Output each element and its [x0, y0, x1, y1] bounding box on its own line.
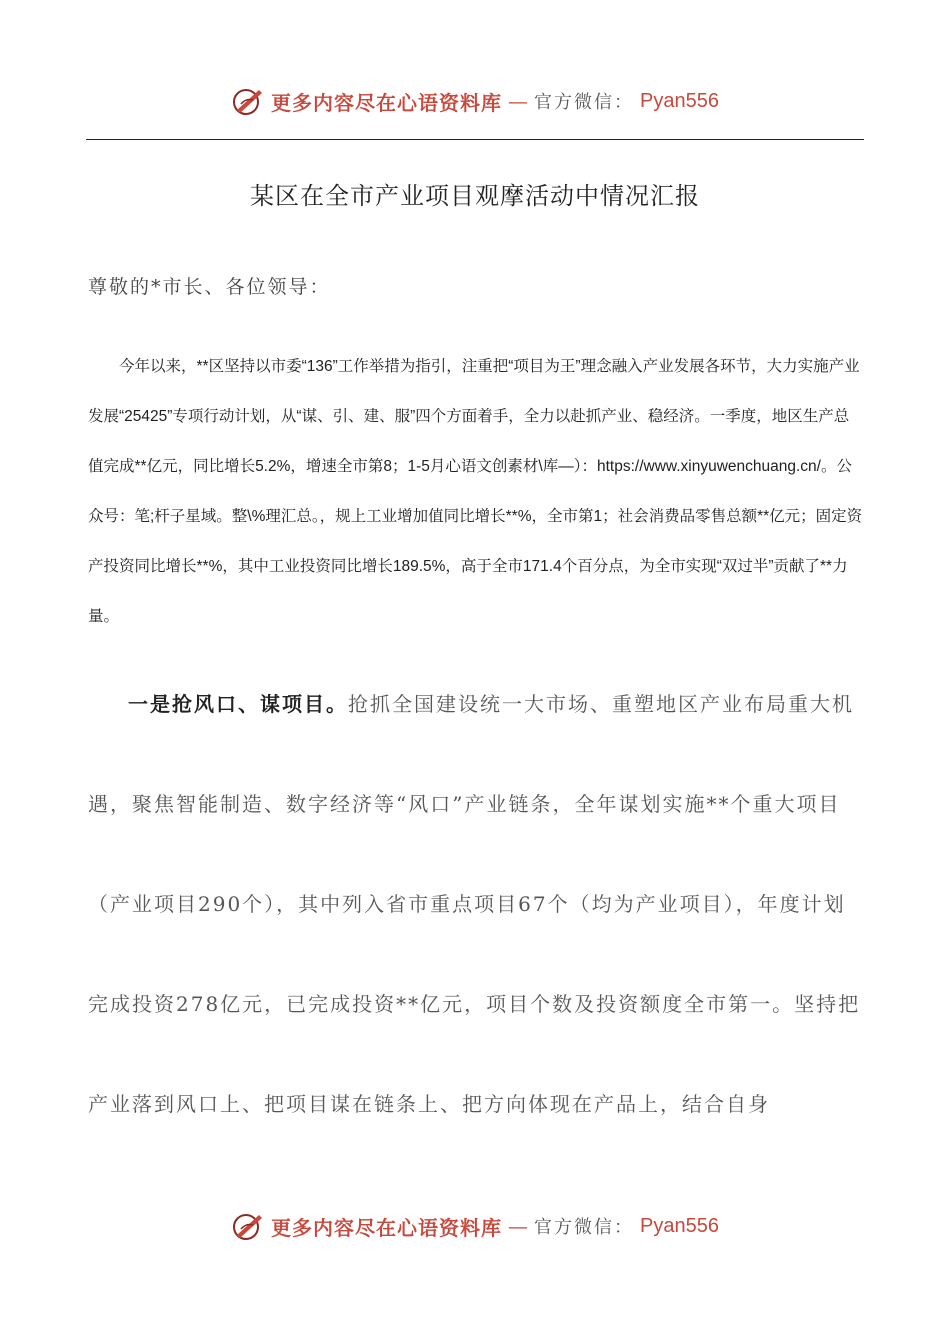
- banner-brand-text: 更多内容尽在心语资料库: [271, 1215, 503, 1240]
- intro-paragraph: 今年以来，**区坚持以市委“136”工作举措为指引，注重把“项目为王”理念融入产业发展各环节，大力实施产业发展“25425”专项行动计划，从“谋、引、建、服”四个方面着手，全力以赴抓产业、稳经济。一季度，地区生产总值完成**亿元，同比增长5.2%，增速全市第8；1-5月心语文创素材\库—）：https://www.xinyuwenchuang.cn/。公众号：笔;杆子星域。整\%理汇总。，规上工业增加值同比增长**%，全市第1；社会消费品零售总额**亿元；固定资产投资同比增长**%，其中工业投资同比增长189.5%，高于全市171.4个百分点，为全市实现“双过半”贡献了**力量。: [88, 358, 863, 625]
- pen-logo-icon: [231, 1209, 265, 1243]
- banner-wechat-id: Pyan556: [640, 1214, 719, 1237]
- section-one-body: 抢抓全国建设统一大市场、重塑地区产业布局重大机遇，聚焦智能制造、数字经济等“风口”产业链条，全年谋划实施**个重大项目（产业项目290个），其中列入省市重点项目67个（均为产业项目），年度计划完成投资278亿元，已完成投资**亿元，项目个数及投资额度全市第一。坚持把产业落到风口上、把项目谋在链条上、把方向体现在产品上，结合自身: [88, 692, 861, 1116]
- document-title: 某区在全市产业项目观摩活动中情况汇报: [250, 182, 700, 210]
- pen-logo-icon: [231, 84, 265, 118]
- footer-watermark-banner: [0, 1209, 950, 1249]
- banner-brand-text: 更多内容尽在心语资料库: [271, 90, 503, 115]
- banner-wechat-id: Pyan556: [640, 89, 719, 112]
- section-one-paragraph: [88, 654, 863, 1154]
- header-divider: [86, 139, 864, 140]
- greeting-line: 尊敬的*市长、各位领导：: [88, 276, 331, 298]
- banner-dash: —: [508, 1214, 529, 1238]
- banner-official-label: 官方微信：: [534, 1217, 635, 1238]
- section-one-lead: 一是抢风口、谋项目。: [128, 692, 348, 716]
- banner-dash: —: [508, 89, 529, 113]
- header-watermark-banner: [0, 84, 950, 124]
- banner-official-label: 官方微信：: [534, 92, 635, 113]
